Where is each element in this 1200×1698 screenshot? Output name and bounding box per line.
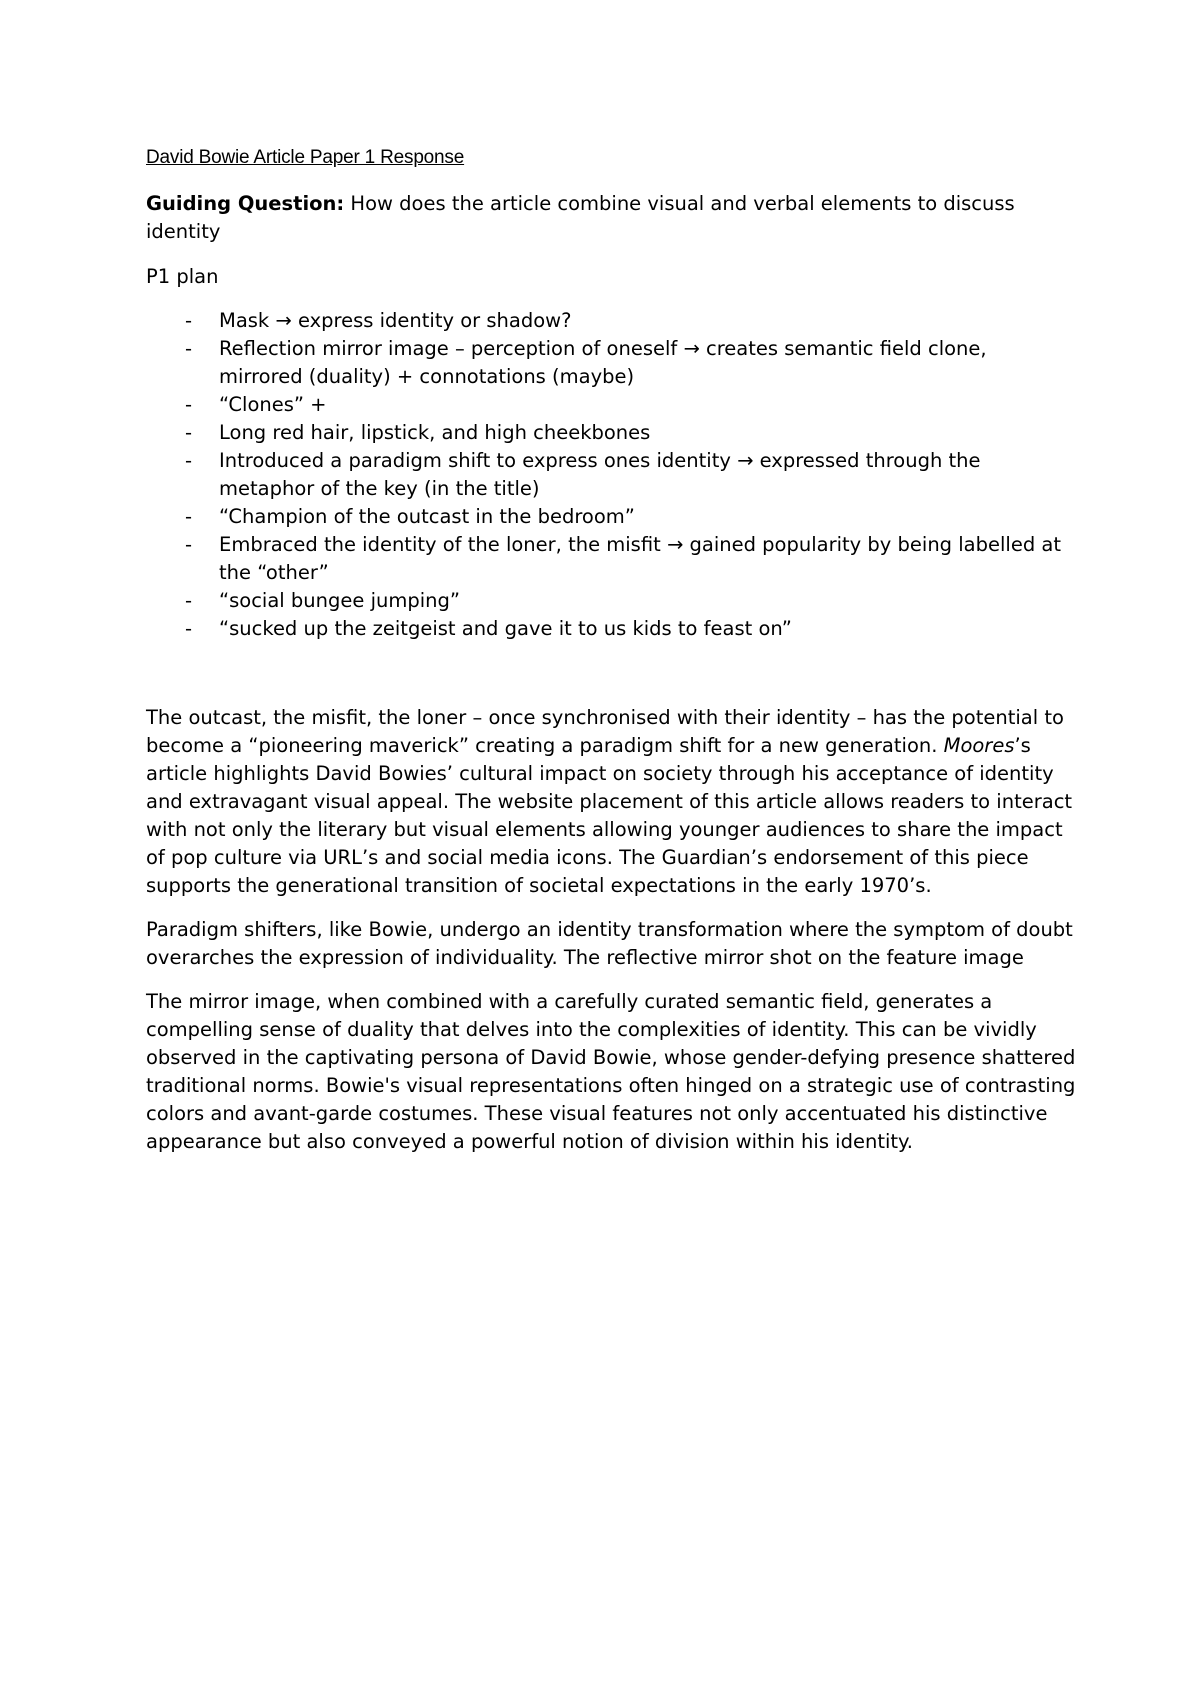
plan-item-text: “Champion of the outcast in the bedroom” (219, 505, 635, 528)
guiding-question (146, 190, 1076, 246)
bullet-dash: - (185, 309, 193, 332)
plan-item (146, 391, 1076, 419)
bullet-dash: - (185, 617, 193, 640)
plan-item (146, 447, 1076, 503)
plan-item (146, 335, 1076, 391)
plan-item (146, 587, 1076, 615)
bullet-dash: - (185, 449, 193, 472)
plan-item (146, 531, 1076, 587)
author-name-italic: Moores (943, 734, 1015, 757)
bullet-dash: - (185, 533, 193, 556)
essay-body (146, 704, 1076, 1172)
plan-item-text: “Clones” + (219, 393, 327, 416)
plan-item (146, 307, 1076, 335)
bullet-dash: - (185, 589, 193, 612)
essay-paragraph-3: The mirror image, when combined with a carefully curated semantic field, generates a compelling sense of duality that delves into the complexities of identity. This can be vividly observed in the captivating persona of David Bowie, whose gender-defying presence shattered traditional norms. Bowie's visual representations often hinged on a strategic use of contrasting colors and avant-garde costumes. These visual features not only accentuated his distinctive appearance but also conveyed a powerful notion of division within his identity. (146, 990, 1076, 1153)
plan-item-text: Reflection mirror image – perception of oneself → creates semantic field clone, mirrored (duality) + connotations (maybe) (219, 337, 987, 388)
plan-heading: P1 plan (146, 265, 219, 288)
plan-item (146, 615, 1076, 643)
plan-item-text: “social bungee jumping” (219, 589, 460, 612)
essay-paragraph-1 (146, 704, 1076, 900)
plan-item (146, 503, 1076, 531)
plan-item-text: Mask → express identity or shadow? (219, 309, 572, 332)
guiding-question-label: Guiding Question: (146, 192, 345, 215)
plan-item-text: Introduced a paradigm shift to express ones identity → expressed through the metaphor of the key (in the title) (219, 449, 981, 500)
bullet-dash: - (185, 421, 193, 444)
essay-paragraph-1-end: ’s article highlights David Bowies’ cultural impact on society through his acceptance of identity and extravagant visual appeal. The website placement of this article allows readers to interact with not only the literary but visual elements allowing younger audiences to share the impact of pop culture via URL’s and social media icons. The Guardian’s endorsement of this piece supports the generational transition of societal expectations in the early 1970’s. (146, 734, 1073, 897)
bullet-dash: - (185, 337, 193, 360)
essay-paragraph-1-start: The outcast, the misfit, the loner – once synchronised with their identity – has the potential to become a “pioneering maverick” creating a paradigm shift for a new generation. (146, 706, 1064, 757)
guiding-question-text: How does the article combine visual and verbal elements to discuss identity (146, 192, 1015, 243)
plan-list (146, 307, 1076, 643)
bullet-dash: - (185, 505, 193, 528)
document-title: David Bowie Article Paper 1 Response (146, 147, 465, 168)
essay-paragraph-2: Paradigm shifters, like Bowie, undergo an identity transformation where the symptom of doubt overarches the expression of individuality. The reflective mirror shot on the feature image (146, 918, 1073, 969)
bullet-dash: - (185, 393, 193, 416)
plan-item-text: Embraced the identity of the loner, the misfit → gained popularity by being labelled at the “other” (219, 533, 1062, 584)
plan-item-text: “sucked up the zeitgeist and gave it to us kids to feast on” (219, 617, 792, 640)
plan-item (146, 419, 1076, 447)
plan-item-text: Long red hair, lipstick, and high cheekbones (219, 421, 651, 444)
